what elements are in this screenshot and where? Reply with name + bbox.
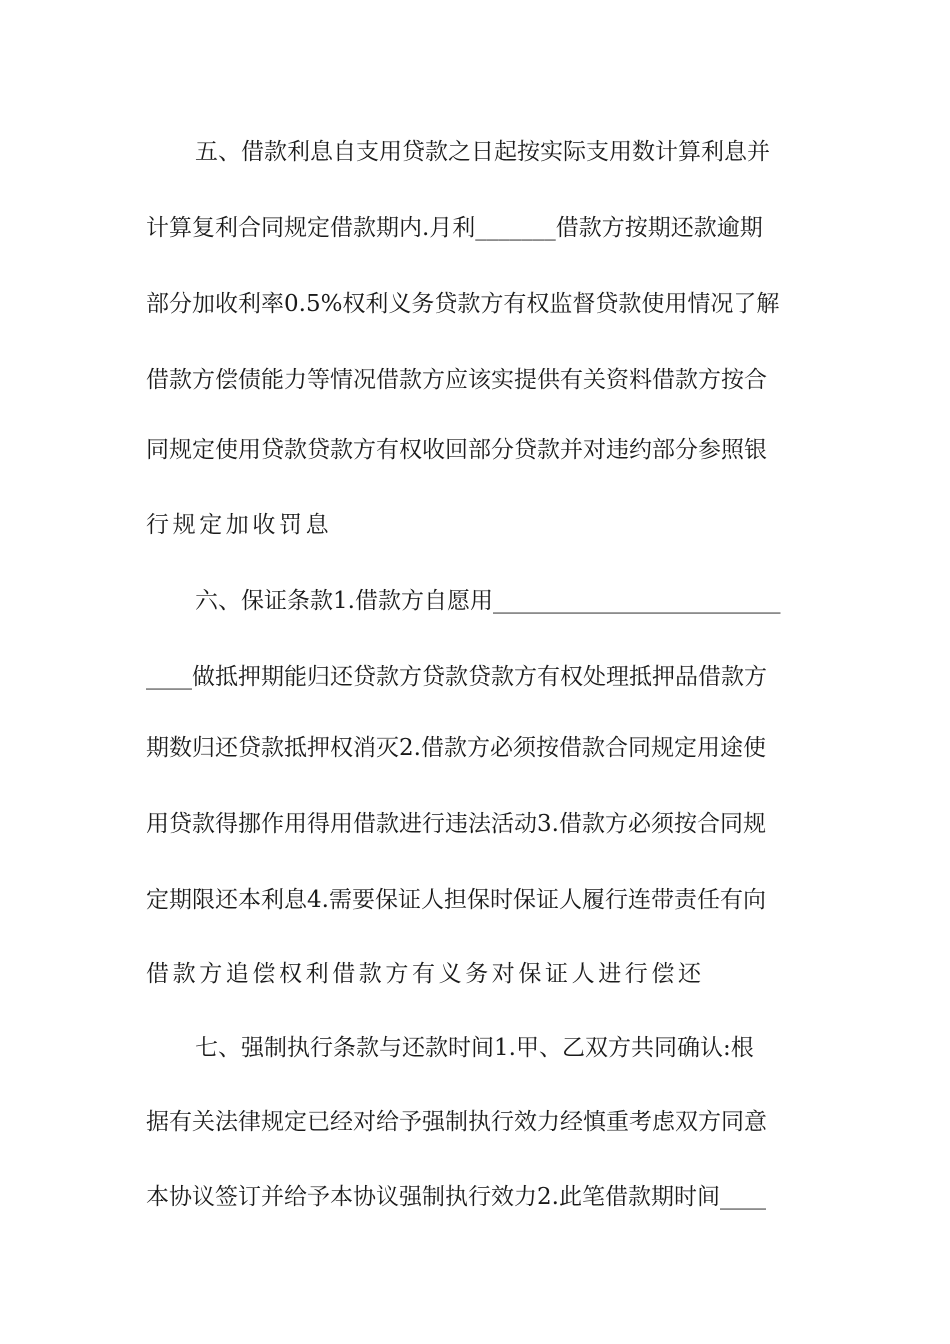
paragraph-5-line-5: 同规定使用贷款贷款方有权收回部分贷款并对违约部分参照银 bbox=[146, 437, 767, 463]
paragraph-7-line-1: 七、强制执行条款与还款时间1.甲、乙双方共同确认:根 bbox=[195, 1035, 754, 1061]
paragraph-6-line-6: 借款方追偿权利借款方有义务对保证人进行偿还 bbox=[146, 961, 705, 987]
paragraph-6-line-2: ____做抵押期能归还贷款方贷款贷款方有权处理抵押品借款方 bbox=[146, 664, 767, 690]
paragraph-7-line-3: 本协议签订并给予本协议强制执行效力2.此笔借款期时间____ bbox=[146, 1184, 766, 1210]
paragraph-6-line-5: 定期限还本利息4.需要保证人担保时保证人履行连带责任有向 bbox=[146, 887, 766, 913]
paragraph-6-line-1: 六、保证条款1.借款方自愿用_________________________ bbox=[195, 588, 781, 614]
paragraph-5-line-6: 行规定加收罚息 bbox=[146, 512, 333, 538]
paragraph-6-line-3: 期数归还贷款抵押权消灭2.借款方必须按借款合同规定用途使 bbox=[146, 735, 766, 761]
paragraph-5-line-3: 部分加收利率0.5%权利义务贷款方有权监督贷款使用情况了解 bbox=[146, 291, 780, 317]
paragraph-5-line-2: 计算复利合同规定借款期内.月利_______借款方按期还款逾期 bbox=[146, 215, 763, 241]
paragraph-5-line-1: 五、借款利息自支用贷款之日起按实际支用数计算利息并 bbox=[195, 139, 770, 165]
paragraph-7-line-2: 据有关法律规定已经对给予强制执行效力经慎重考虑双方同意 bbox=[146, 1109, 767, 1135]
paragraph-6-line-4: 用贷款得挪作用得用借款进行违法活动3.借款方必须按合同规 bbox=[146, 811, 766, 837]
paragraph-5-line-4: 借款方偿债能力等情况借款方应该实提供有关资料借款方按合 bbox=[146, 367, 767, 393]
